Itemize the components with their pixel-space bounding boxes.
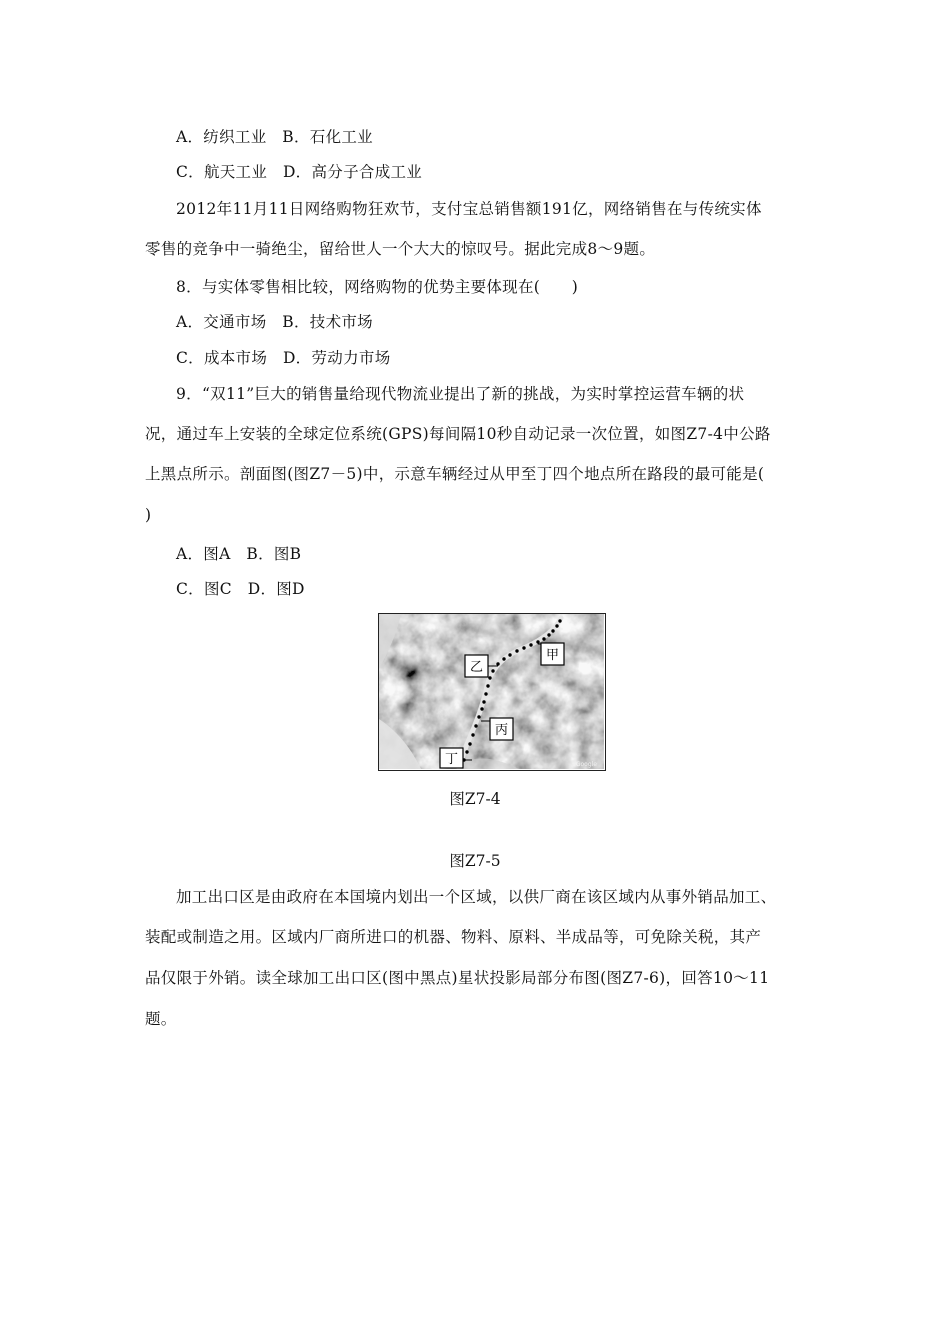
question-9-line4: ) [145,506,152,524]
svg-text:乙: 乙 [469,660,484,675]
figure-caption-z7-4: 图Z7-4 [449,790,501,808]
q9-options-ab: A．图A B．图B [176,545,302,563]
question-9-line2: 况，通过车上安装的全球定位系统(GPS)每间隔10秒自动记录一次位置，如图Z7-4中公路 [145,425,771,443]
passage-export-zone-line2: 装配或制造之用。区域内厂商所进口的机器、物料、原料、半成品等，可免除关税，其产 [145,928,762,946]
passage-export-zone-line4: 题。 [145,1010,177,1028]
satellite-map [379,614,604,769]
q7-options-ab: A．纺织工业 B．石化工业 [176,128,373,146]
question-9-line3: 上黑点所示。剖面图(图Z7－5)中，示意车辆经过从甲至丁四个地点所在路段的最可能是( [145,465,765,483]
google-watermark: Google [575,761,597,768]
q8-options-ab: A．交通市场 B．技术市场 [176,313,373,331]
passage-intro-line2: 零售的竞争中一骑绝尘，留给世人一个大大的惊叹号。据此完成8～9题。 [145,240,656,258]
passage-intro-line1: 2012年11月11日网络购物狂欢节，支付宝总销售额191亿，网络销售在与传统实体 [176,200,762,218]
q8-options-cd: C．成本市场 D．劳动力市场 [176,349,391,367]
question-8: 8．与实体零售相比较，网络购物的优势主要体现在( ) [176,278,579,296]
label-yi [465,655,488,677]
passage-export-zone-line1: 加工出口区是由政府在本国境内划出一个区域，以供厂商在该区域内从事外销品加工、 [176,888,777,906]
figure-caption-z7-5: 图Z7-5 [449,852,501,870]
svg-text:丁: 丁 [444,752,459,767]
q9-options-cd: C．图C D．图D [176,580,305,598]
svg-text:丙: 丙 [494,723,509,738]
q7-options-cd: C．航天工业 D．高分子合成工业 [176,163,423,181]
passage-export-zone-line3: 品仅限于外销。读全球加工出口区(图中黑点)星状投影局部分布图(图Z7-6)，回答10～11 [145,969,770,987]
svg-text:甲: 甲 [545,648,560,663]
satellite-map-figure [378,613,606,771]
terrain-texture [379,614,604,769]
label-jia [541,643,564,665]
label-bing [490,718,513,740]
label-ding [440,748,463,768]
question-9-line1: 9．“双11”巨大的销售量给现代物流业提出了新的挑战，为实时掌控运营车辆的状 [176,385,745,403]
